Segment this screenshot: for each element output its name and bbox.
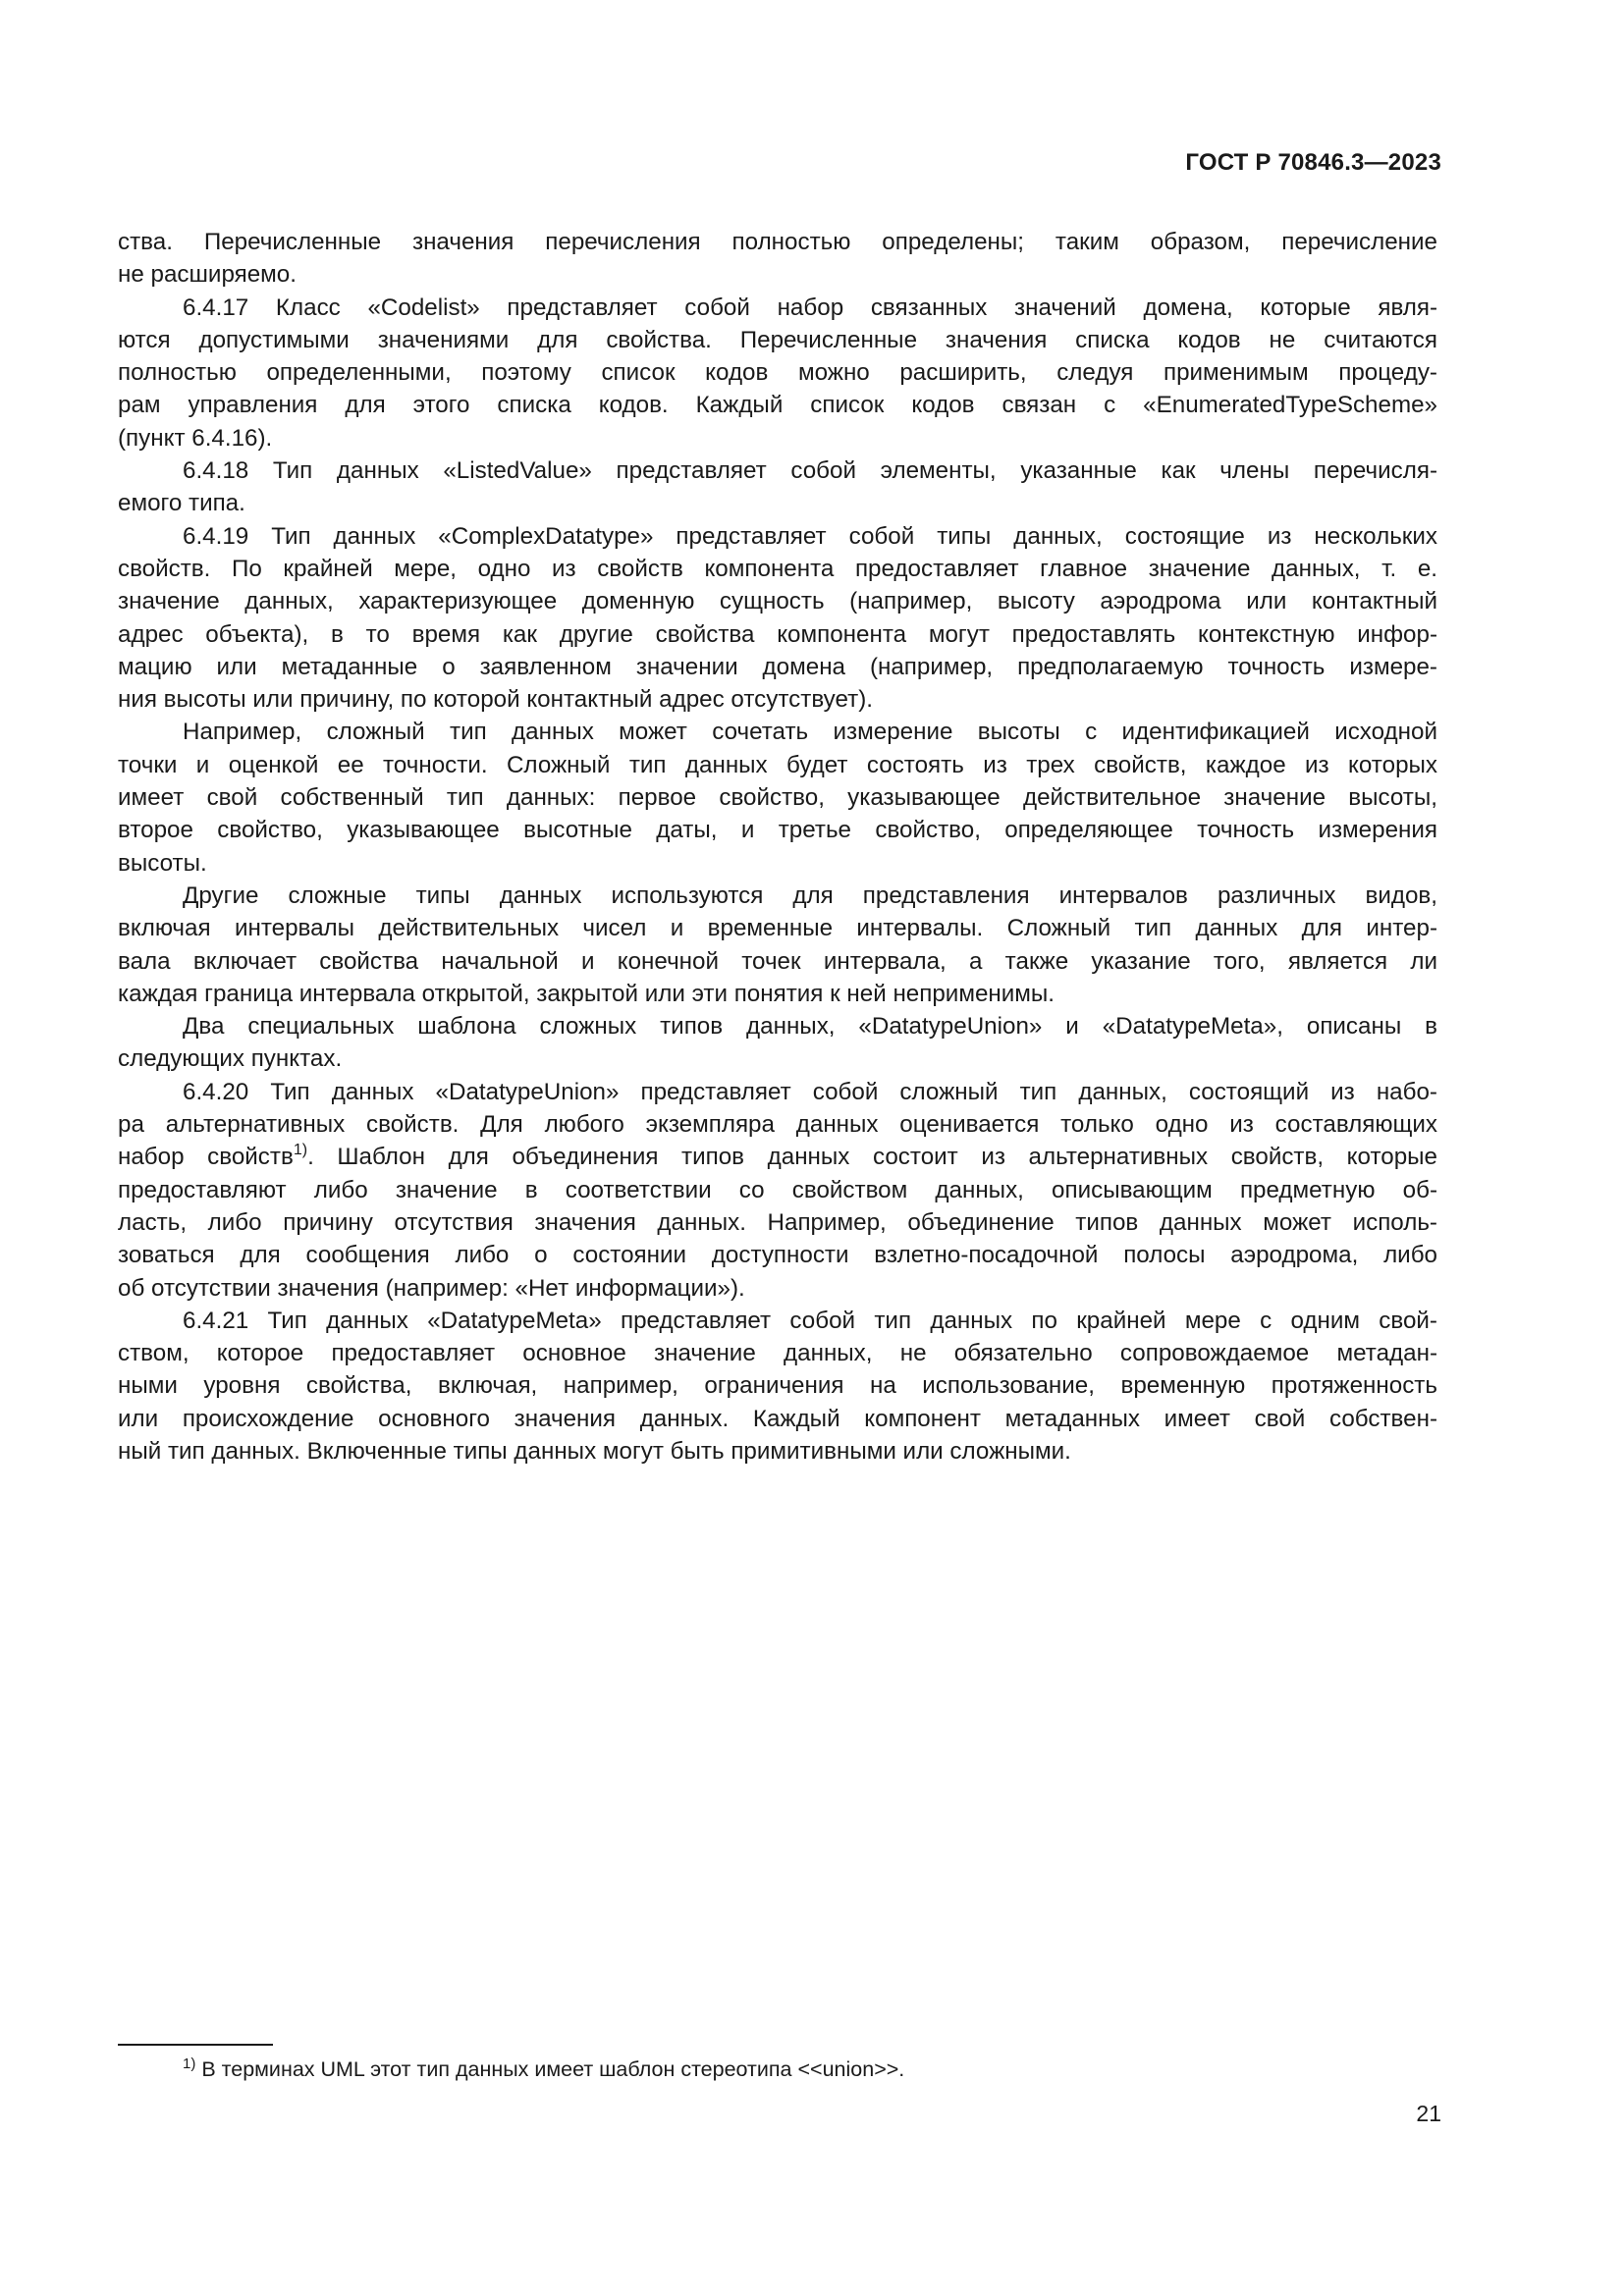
- text-line: Два специальных шаблона сложных типов данных, «DatatypeUnion» и «DatatypeMeta», описаны в: [183, 1013, 1437, 1041]
- paragraph: [118, 1305, 1437, 1468]
- text-line: Например, сложный тип данных может сочетать измерение высоты с идентификацией исходной: [183, 719, 1437, 746]
- paragraph: [118, 716, 1437, 879]
- text-line: имеет свой собственный тип данных: первое свойство, указывающее действительное значение высоты,: [118, 784, 1437, 812]
- footnote: [183, 2056, 904, 2083]
- text-line: зоваться для сообщения либо о состоянии доступности взлетно-посадочной полосы аэродрома, либо: [118, 1242, 1437, 1269]
- text-line: второе свойство, указывающее высотные даты, и третье свойство, определяющее точность измерения: [118, 817, 1437, 844]
- text-line: (пункт 6.4.16).: [118, 424, 273, 452]
- paragraph: [118, 520, 1437, 717]
- text-line: предоставляют либо значение в соответствии со свойством данных, описывающим предметную об-: [118, 1176, 1437, 1203]
- text-line: ства. Перечисленные значения перечисления полностью определены; таким образом, перечисление: [118, 229, 1437, 255]
- text-line: емого типа.: [118, 490, 245, 517]
- text-line: 6.4.20 Тип данных «DatatypeUnion» представляет собой сложный тип данных, состоящий из набо-: [183, 1078, 1437, 1105]
- text-line: или происхождение основного значения данных. Каждый компонент метаданных имеет свой собствен-: [118, 1405, 1437, 1432]
- text-line: рам управления для этого списка кодов. Каждый список кодов связан с «EnumeratedTypeScheme»: [118, 392, 1437, 419]
- text-line: ра альтернативных свойств. Для любого экземпляра данных оценивается только одно из составляющих: [118, 1111, 1437, 1139]
- text-line: адрес объекта), в то время как другие свойства компонента могут предоставлять контекстную инфор-: [118, 620, 1437, 648]
- text-line: 6.4.17 Класс «Codelist» представляет собой набор связанных значений домена, которые явля-: [183, 294, 1437, 321]
- text-line: каждая граница интервала открытой, закрытой или эти понятия к ней неприменимы.: [118, 980, 1055, 1007]
- text-line: вала включает свойства начальной и конечной точек интервала, а также указание того, является ли: [118, 947, 1437, 975]
- text-line: Другие сложные типы данных используются для представления интервалов различных видов,: [183, 881, 1437, 909]
- text-line: ются допустимыми значениями для свойства. Перечисленные значения списка кодов не считаются: [118, 326, 1437, 353]
- footnote-mark: 1): [183, 2055, 196, 2072]
- text-line: 6.4.18 Тип данных «ListedValue» представляет собой элементы, указанные как члены перечисля-: [183, 457, 1437, 485]
- standard-code-header: ГОСТ Р 70846.3—2023: [1185, 149, 1441, 176]
- paragraph: [118, 1010, 1437, 1076]
- body-text: [118, 226, 1437, 1468]
- text-line: включая интервалы действительных чисел и временные интервалы. Сложный тип данных для интер-: [118, 915, 1437, 942]
- text-line: ласть, либо причину отсутствия значения данных. Например, объединение типов данных может исполь-: [118, 1208, 1437, 1236]
- text-line: свойств. По крайней мере, одно из свойств компонента предоставляет главное значение данных, т. е.: [118, 555, 1437, 582]
- text-line: следующих пунктах.: [118, 1045, 343, 1073]
- text-line: [118, 1141, 1437, 1173]
- text-line: значение данных, характеризующее доменную сущность (например, высоту аэродрома или контактный: [118, 588, 1437, 615]
- text-line: об отсутствии значения (например: «Нет информации»).: [118, 1274, 745, 1302]
- text-line: точки и оценкой ее точности. Сложный тип данных будет состоять из трех свойств, каждое из которых: [118, 751, 1437, 778]
- page-number: 21: [1416, 2101, 1441, 2126]
- text-line-part: . Шаблон для объединения типов данных состоит из альтернативных свойств, которые: [307, 1144, 1437, 1171]
- paragraph: [118, 880, 1437, 1010]
- paragraph: [118, 226, 1437, 292]
- footnote-text: В терминах UML этот тип данных имеет шаблон стереотипа <<union>>.: [195, 2057, 905, 2081]
- paragraph: [118, 1076, 1437, 1305]
- footnote-divider: [118, 2044, 273, 2046]
- text-line: ный тип данных. Включенные типы данных могут быть примитивными или сложными.: [118, 1437, 1071, 1465]
- text-line: не расширяемо.: [118, 261, 297, 289]
- paragraph: [118, 292, 1437, 454]
- footnote-reference[interactable]: 1): [293, 1142, 308, 1159]
- paragraph: [118, 454, 1437, 520]
- text-line: ством, которое предоставляет основное значение данных, не обязательно сопровождаемое метадан-: [118, 1340, 1437, 1367]
- text-line: ными уровня свойства, включая, например, ограничения на использование, временную протяженность: [118, 1372, 1437, 1400]
- text-line: полностью определенными, поэтому список кодов можно расширить, следуя применимым процеду-: [118, 359, 1437, 387]
- text-line-part: набор свойств: [118, 1144, 294, 1171]
- text-line: ния высоты или причину, по которой контактный адрес отсутствует).: [118, 686, 873, 714]
- text-line: 6.4.19 Тип данных «ComplexDatatype» представляет собой типы данных, состоящие из нескольких: [183, 522, 1437, 550]
- text-line: высоты.: [118, 849, 207, 877]
- text-line: мацию или метаданные о заявленном значении домена (например, предполагаемую точность измере-: [118, 653, 1437, 680]
- text-line: 6.4.21 Тип данных «DatatypeMeta» представляет собой тип данных по крайней мере с одним свой-: [183, 1307, 1437, 1334]
